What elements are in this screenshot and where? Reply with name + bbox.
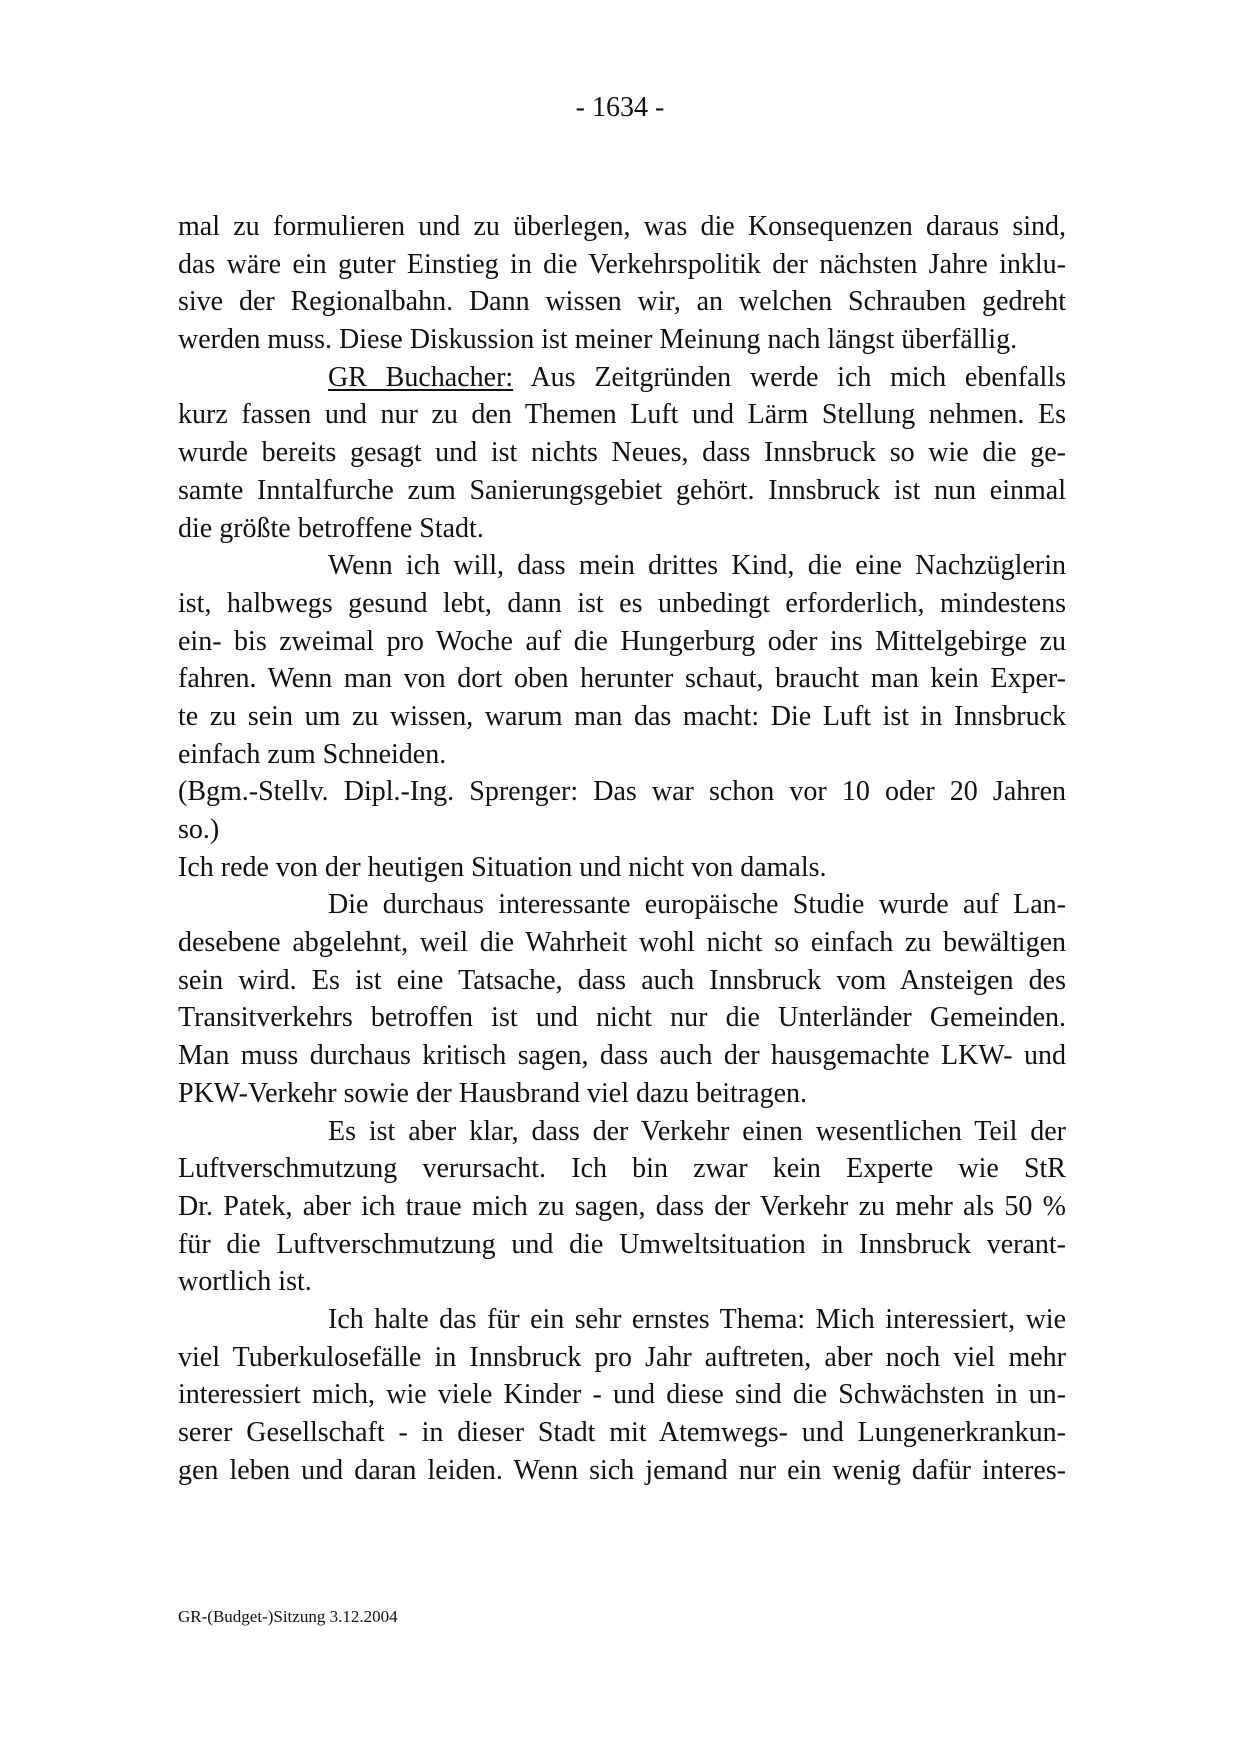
document-body <box>178 208 1066 1489</box>
text-line: gen leben und daran leiden. Wenn sich jemand nur ein wenig dafür interes- <box>178 1454 1066 1486</box>
text-line: ist, halbwegs gesund lebt, dann ist es unbedingt erforderlich, mindestens <box>178 587 1066 619</box>
text-line: samte Inntalfurche zum Sanierungsgebiet gehört. Innsbruck ist nun einmal <box>178 474 1066 506</box>
text-line: werden muss. Diese Diskussion ist meiner Meinung nach längst überfällig. <box>178 324 1018 356</box>
text-line: Es ist aber klar, dass der Verkehr einen wesentlichen Teil der <box>328 1115 1066 1147</box>
interjection-line: (Bgm.-Stellv. Dipl.-Ing. Sprenger: Das war schon vor 10 oder 20 Jahren <box>178 776 1066 808</box>
text-line: fahren. Wenn man von dort oben herunter schaut, braucht man kein Exper- <box>178 663 1066 695</box>
text-line: für die Luftverschmutzung und die Umweltsituation in Innsbruck verant- <box>178 1228 1066 1260</box>
text-line: Transitverkehrs betroffen ist und nicht nur die Unterländer Gemeinden. <box>178 1002 1066 1034</box>
text-line: serer Gesellschaft - in dieser Stadt mit Atemwegs- und Lungenerkrankun- <box>178 1417 1066 1448</box>
footer-session: GR-(Budget-)Sitzung 3.12.2004 <box>178 1607 398 1626</box>
text-line: Dr. Patek, aber ich traue mich zu sagen, dass der Verkehr zu mehr als 50 % <box>178 1190 1066 1222</box>
page-number: - 1634 - <box>575 92 665 123</box>
text-line: wurde bereits gesagt und ist nichts Neues, dass Innsbruck so wie die ge- <box>178 437 1066 469</box>
text-line: Man muss durchaus kritisch sagen, dass auch der hausgemachte LKW- und <box>178 1040 1066 1072</box>
speaker-line <box>178 359 1066 397</box>
text-line: te zu sein um zu wissen, warum man das macht: Die Luft ist in Innsbruck <box>178 700 1066 732</box>
text-line: die größte betroffene Stadt. <box>178 512 484 544</box>
text-line: Luftverschmutzung verursacht. Ich bin zwar kein Experte wie StR <box>178 1153 1066 1185</box>
text-line: einfach zum Schneiden. <box>178 738 447 770</box>
text-line: mal zu formulieren und zu überlegen, was die Konsequenzen daraus sind, <box>178 211 1066 242</box>
text-line: PKW-Verkehr sowie der Hausbrand viel dazu beitragen. <box>178 1077 808 1109</box>
text-line: das wäre ein guter Einstieg in die Verkehrspolitik der nächsten Jahre inklu- <box>178 248 1066 280</box>
text-line: ein- bis zweimal pro Woche auf die Hungerburg oder ins Mittelgebirge zu <box>178 625 1066 657</box>
interjection-line: so.) <box>178 814 220 845</box>
text-line: Die durchaus interessante europäische Studie wurde auf Lan- <box>328 889 1066 921</box>
text-line: Ich halte das für ein sehr ernstes Thema: Mich interessiert, wie <box>328 1303 1066 1335</box>
speaker-line-text: Aus Zeitgründen werde ich mich ebenfalls <box>530 361 1066 393</box>
text-line: viel Tuberkulosefälle in Innsbruck pro Jahr auftreten, aber noch viel mehr <box>178 1341 1066 1373</box>
text-line: wortlich ist. <box>178 1266 312 1298</box>
text-line: desebene abgelehnt, weil die Wahrheit wohl nicht so einfach zu bewältigen <box>178 927 1066 959</box>
text-line: Ich rede von der heutigen Situation und nicht von damals. <box>178 851 827 883</box>
text-line: kurz fassen und nur zu den Themen Luft und Lärm Stellung nehmen. Es <box>178 399 1066 431</box>
text-line: sive der Regionalbahn. Dann wissen wir, an welchen Schrauben gedreht <box>178 286 1066 318</box>
text-line: sein wird. Es ist eine Tatsache, dass auch Innsbruck vom Ansteigen des <box>178 964 1066 996</box>
text-line: Wenn ich will, dass mein drittes Kind, die eine Nachzüglerin <box>328 550 1066 582</box>
speaker-name: GR Buchacher: <box>328 361 514 393</box>
text-line: interessiert mich, wie viele Kinder - und diese sind die Schwächsten in un- <box>178 1379 1066 1411</box>
